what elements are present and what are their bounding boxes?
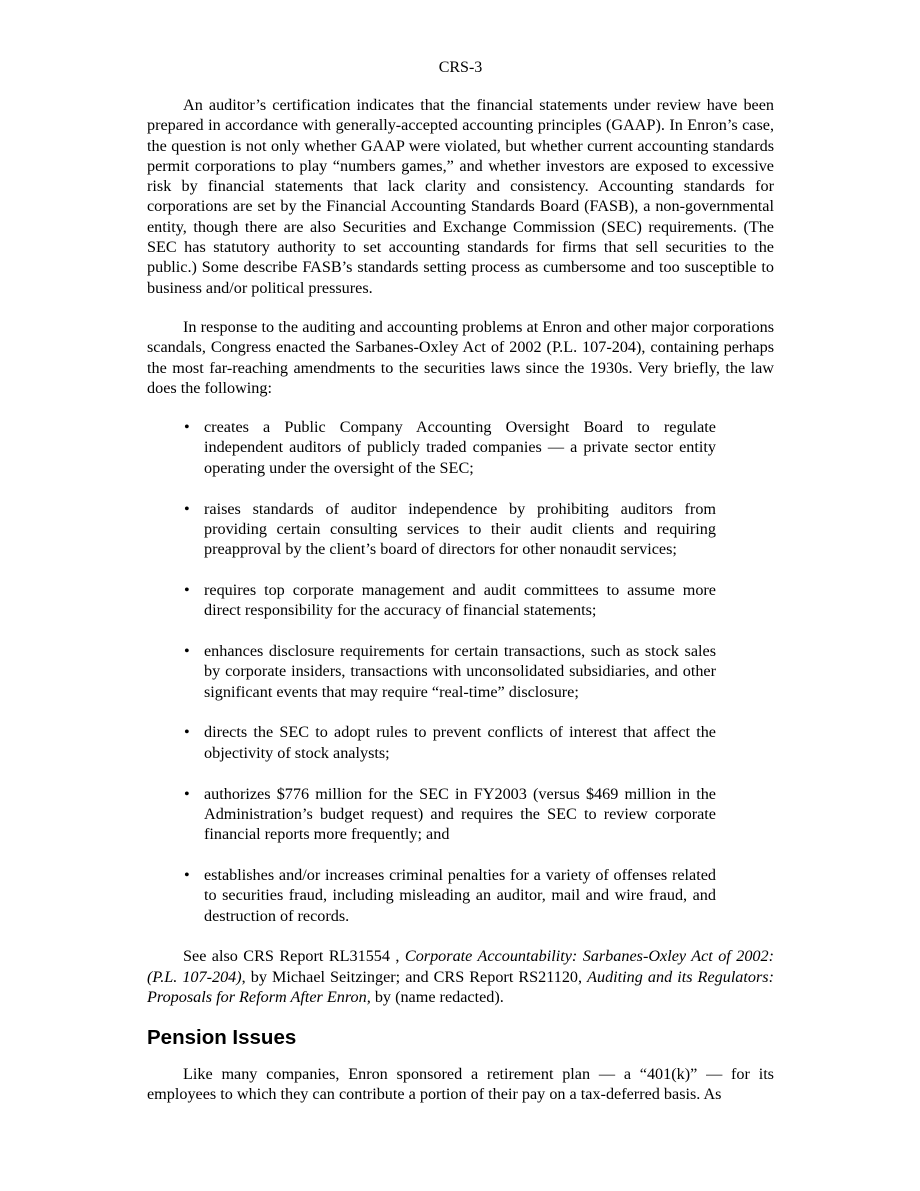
list-item-text: creates a Public Company Accounting Oversight Board to regulate independent auditors of publicly traded companies — a private sector entity operating under the oversight of the SEC; (204, 418, 716, 477)
bullet-icon: • (184, 642, 190, 661)
document-body (147, 95, 774, 1124)
list-item-text: enhances disclosure requirements for certain transactions, such as stock sales by corporate insiders, transactions with unconsolidated subsidiaries, and other significant events that may require “real-time” disclosure; (204, 642, 716, 701)
bullet-icon: • (184, 784, 190, 803)
bullet-icon: • (184, 865, 190, 884)
list-item (182, 580, 716, 621)
list-item-text: raises standards of auditor independence by prohibiting auditors from providing certain consulting services to their audit clients and requiring preapproval by the client’s board of directors for other nonaudit services; (204, 499, 716, 559)
bullet-icon: • (184, 418, 190, 437)
see-also-mid: , by Michael Seitzinger; and CRS Report RS21120, (241, 967, 588, 986)
see-also-paragraph (147, 946, 774, 1007)
section-heading-pension-issues: Pension Issues (147, 1026, 297, 1050)
page-number: CRS-3 (438, 59, 483, 76)
list-item-text: establishes and/or increases criminal penalties for a variety of offenses related to securities fraud, including misleading an auditor, mail and wire fraud, and destruction of records. (204, 865, 716, 925)
list-item (182, 784, 716, 845)
list-item-text: directs the SEC to adopt rules to prevent conflicts of interest that affect the objectivity of stock analysts; (204, 723, 716, 762)
paragraph-pension-intro: Like many companies, Enron sponsored a retirement plan — a “401(k)” — for its employees to which they can contribute a portion of their pay on a tax-deferred basis. As (147, 1065, 774, 1104)
bullet-icon: • (184, 580, 190, 599)
list-item-text: authorizes $776 million for the SEC in FY2003 (versus $469 million in the Administration’s budget request) and requires the SEC to review corporate financial reports more frequently; and (204, 784, 716, 844)
see-also-prefix: See also CRS Report RL31554 , (183, 947, 405, 966)
paragraph-sarbanes-oxley-response: In response to the auditing and accounting problems at Enron and other major corporations scandals, Congress enacted the Sarbanes-Oxley Act of 2002 (P.L. 107-204), containing perhaps the most far-reaching amendments to the securities laws since the 1930s. Very briefly, the law does the following: (147, 317, 774, 397)
see-also-suffix: by (name redacted). (370, 987, 504, 1006)
list-item-text: requires top corporate management and audit committees to assume more direct responsibility for the accuracy of financial statements; (204, 580, 716, 620)
list-item (182, 722, 716, 763)
list-item (182, 641, 716, 702)
report-title-rs21120: Auditing and its Regulators: Proposals for Reform After Enron, (147, 967, 774, 1006)
bullet-icon: • (184, 723, 190, 742)
paragraph-auditor-certification: An auditor’s certification indicates that the financial statements under review have been prepared in accordance with generally-accepted accounting principles (GAAP). In Enron’s case, the question is not only whether GAAP were violated, but whether current accounting standards permit corporations to play “numbers games,” and whether investors are exposed to excessive risk by financial statements that lack clarity and consistency. Accounting standards for corporations are set by the Financial Accounting Standards Board (FASB), a non-governmental entity, though there are also Securities and Exchange Commission (SEC) requirements. (The SEC has statutory authority to set accounting standards for firms that sell securities to the public.) Some describe FASB’s standards setting process as cumbersome and too susceptible to business and/or political pressures. (147, 96, 774, 297)
bullet-icon: • (184, 499, 190, 518)
list-item (182, 499, 716, 560)
list-item (182, 417, 716, 478)
sarbanes-oxley-provisions-list (182, 417, 716, 926)
list-item (182, 865, 716, 926)
report-title-rl31554: Corporate Accountability: Sarbanes-Oxley Act of 2002: (P.L. 107-204) (147, 947, 775, 986)
